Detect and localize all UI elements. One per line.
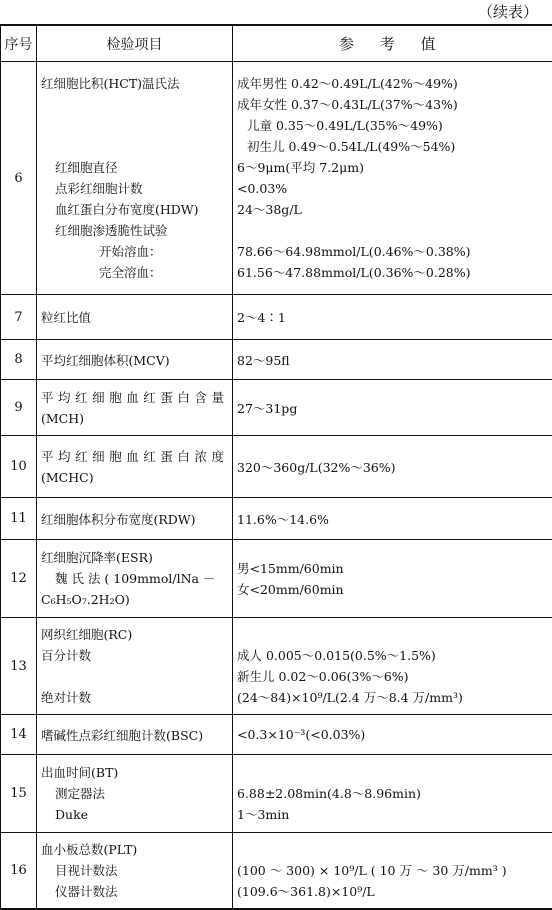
item-line: C₆H₅O₇.2H₂O) [41, 589, 232, 610]
ref-cell [233, 618, 552, 715]
ref-cell: 27～31pg [233, 380, 552, 436]
ref-line: 6～9μm(平均 7.2μm) [237, 157, 552, 178]
item-line: (MCHC) [41, 467, 232, 488]
ref-line: <0.03% [237, 178, 552, 199]
ref-line: 成年女性 0.37～0.43L/L(37%～43%) [237, 94, 552, 115]
item-line: 平均红细胞血红蛋白浓度 [41, 446, 232, 467]
item-line: (MCH) [41, 408, 232, 429]
row-number: 16 [1, 833, 37, 909]
item-line: 血红蛋白分布宽度(HDW) [41, 199, 232, 220]
header-item: 检验项目 [37, 25, 233, 62]
ref-cell [233, 755, 552, 833]
item-line: 红细胞直径 [41, 157, 232, 178]
item-cell [37, 436, 233, 498]
item-cell [37, 62, 233, 295]
ref-line: 61.56～47.88mmol/L(0.36%～0.28%) [237, 262, 552, 283]
item-line: 红细胞渗透脆性试验 [41, 220, 232, 241]
table-row [1, 340, 552, 380]
item-cell: 红细胞体积分布宽度(RDW) [37, 498, 233, 540]
table-row [1, 540, 552, 618]
reference-table [0, 24, 552, 910]
item-line: 完全溶血： [41, 262, 232, 283]
item-cell [37, 540, 233, 618]
row-number: 9 [1, 380, 37, 436]
ref-line: 新生儿 0.02～0.06(3%～6%) [237, 666, 552, 687]
ref-line: 成年男性 0.42～0.49L/L(42%～49%) [237, 73, 552, 94]
ref-cell [233, 833, 552, 909]
item-line: 开始溶血： [41, 241, 232, 262]
item-line: Duke [41, 804, 232, 825]
ref-cell: 320～360g/L(32%～36%) [233, 436, 552, 498]
ref-cell: 11.6%～14.6% [233, 498, 552, 540]
ref-line: 78.66～64.98mmol/L(0.46%～0.38%) [237, 241, 552, 262]
table-row [1, 62, 552, 295]
ref-line: 成人 0.005～0.015(0.5%～1.5%) [237, 645, 552, 666]
table-row [1, 380, 552, 436]
item-cell: 平均红细胞体积(MCV) [37, 340, 233, 380]
table-row [1, 436, 552, 498]
item-line: 血小板总数(PLT) [41, 839, 232, 860]
item-cell: 嗜碱性点彩红细胞计数(BSC) [37, 715, 233, 755]
item-cell [37, 380, 233, 436]
row-number: 6 [1, 62, 37, 295]
ref-line: (24～84)×10⁹/L(2.4 万～8.4 万/mm³) [237, 687, 552, 708]
row-number: 12 [1, 540, 37, 618]
item-line: 魏 氏 法 ( 109mmol/lNa － [41, 568, 232, 589]
item-line: 测定器法 [41, 783, 232, 804]
item-line: 平均红细胞血红蛋白含量 [41, 387, 232, 408]
ref-cell [233, 62, 552, 295]
header-ref: 参 考 值 [233, 25, 552, 62]
row-number: 8 [1, 340, 37, 380]
item-line: 绝对计数 [41, 687, 232, 708]
item-line: 出血时间(BT) [41, 762, 232, 783]
ref-cell: 2～4∶1 [233, 295, 552, 340]
ref-line: 男<15mm/60min [237, 558, 552, 579]
row-number: 10 [1, 436, 37, 498]
item-line: 目视计数法 [41, 860, 232, 881]
item-line: 网织红细胞(RC) [41, 624, 232, 645]
item-line: 红细胞比积(HCT)温氏法 [41, 73, 232, 94]
ref-line: 6.88±2.08min(4.8～8.96min) [237, 783, 552, 804]
table-row [1, 715, 552, 755]
table-row [1, 618, 552, 715]
item-cell [37, 755, 233, 833]
row-number: 13 [1, 618, 37, 715]
ref-line: 女<20mm/60min [237, 579, 552, 600]
ref-line: 初生儿 0.49～0.54L/L(49%～54%) [237, 136, 552, 157]
ref-line: (109.6～361.8)×10⁹/L [237, 881, 552, 902]
row-number: 15 [1, 755, 37, 833]
ref-cell: <0.3×10⁻³(<0.03%) [233, 715, 552, 755]
ref-line: 儿童 0.35～0.49L/L(35%～49%) [237, 115, 552, 136]
table-row [1, 498, 552, 540]
ref-cell: 82～95fl [233, 340, 552, 380]
item-line: 百分计数 [41, 645, 232, 666]
table-row [1, 833, 552, 909]
ref-cell [233, 540, 552, 618]
ref-line: (100 ～ 300) × 10⁹/L ( 10 万 ～ 30 万/mm³ ) [237, 860, 552, 881]
ref-line: 1～3min [237, 804, 552, 825]
item-cell [37, 618, 233, 715]
ref-line: 24～38g/L [237, 199, 552, 220]
continued-label: （续表） [478, 1, 538, 22]
item-line: 仪器计数法 [41, 881, 232, 902]
header-no: 序号 [1, 25, 37, 62]
item-cell: 粒红比值 [37, 295, 233, 340]
item-line: 点彩红细胞计数 [41, 178, 232, 199]
item-cell [37, 833, 233, 909]
table-row [1, 295, 552, 340]
item-line: 红细胞沉降率(ESR) [41, 547, 232, 568]
table-row [1, 755, 552, 833]
header-row [1, 25, 552, 62]
row-number: 14 [1, 715, 37, 755]
row-number: 11 [1, 498, 37, 540]
row-number: 7 [1, 295, 37, 340]
